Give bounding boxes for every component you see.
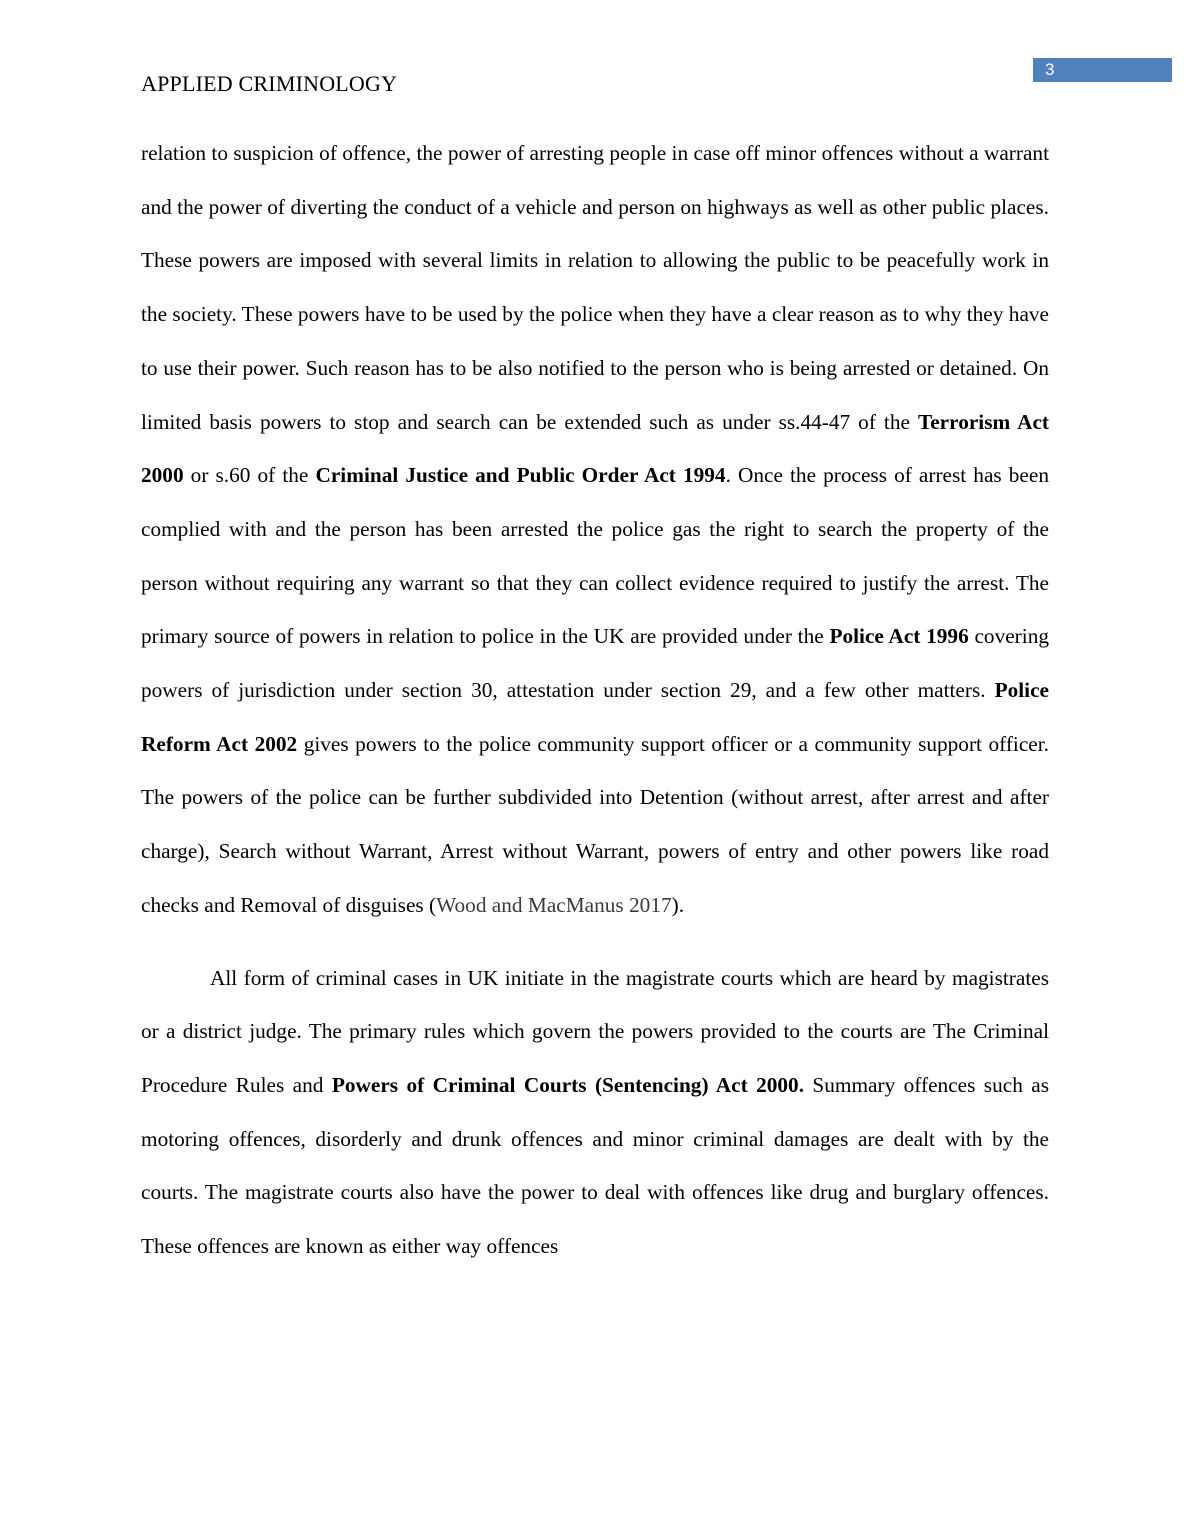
paragraph-police-powers: [141, 127, 1049, 933]
statute-terrorism-act-2000: Terrorism Act 2000: [141, 409, 1049, 488]
text-run: or s.60 of the: [183, 463, 316, 488]
text-run: covering powers of jurisdiction under section 30, attestation under section 29, and a few other matters.: [141, 624, 1049, 703]
text-run: Summary offences such as motoring offences, disorderly and drunk offences and minor criminal damages are dealt with by the courts. The magistrate courts also have the power to deal with offences like drug and burglary offences. These offences are known as either way offences: [141, 1072, 1049, 1259]
text-run: relation to suspicion of offence, the power of arresting people in case off minor offences without a warrant and the power of diverting the conduct of a vehicle and person on highways as well as other public places. These powers are imposed with several limits in relation to allowing the public to be peacefully work in the society. These powers have to be used by the police when they have a clear reason as to why they have to use their power. Such reason has to be also notified to the person who is being arrested or detained. On limited basis powers to stop and search can be extended such as under ss.44-47 of the: [141, 141, 1049, 434]
statute-police-act-1996: Police Act 1996: [829, 624, 969, 649]
statute-criminal-justice-act-1994: Criminal Justice and Public Order Act 1994: [315, 463, 726, 488]
running-head: APPLIED CRIMINOLOGY: [141, 71, 398, 96]
text-run: . Once the process of arrest has been complied with and the person has been arrested the police gas the right to search the property of the person without requiring any warrant so that they can collect evidence required to justify the arrest. The primary source of powers in relation to police in the UK are provided under the: [141, 463, 1049, 649]
document-body: [141, 127, 1049, 1274]
text-run: All form of criminal cases in UK initiate in the magistrate courts which are heard by magistrates or a district judge. The primary rules which govern the powers provided to the courts are The Criminal Procedure Rules and: [141, 965, 1049, 1097]
paragraph-magistrate-courts: [141, 952, 1049, 1274]
text-run: ).: [671, 892, 685, 917]
citation: Wood and MacManus 2017: [436, 892, 672, 917]
text-run: gives powers to the police community support officer or a community support officer. The powers of the police can be further subdivided into Detention (without arrest, after arrest and after charge), Search without Warrant, Arrest without Warrant, powers of entry and other powers like road checks and Removal of disguises (: [141, 731, 1049, 917]
page-number: 3: [1045, 60, 1055, 79]
statute-powers-of-criminal-courts-act-2000: Powers of Criminal Courts (Sentencing) Act 2000.: [331, 1072, 805, 1097]
statute-police-reform-act-2002: Police Reform Act 2002: [141, 678, 1049, 756]
